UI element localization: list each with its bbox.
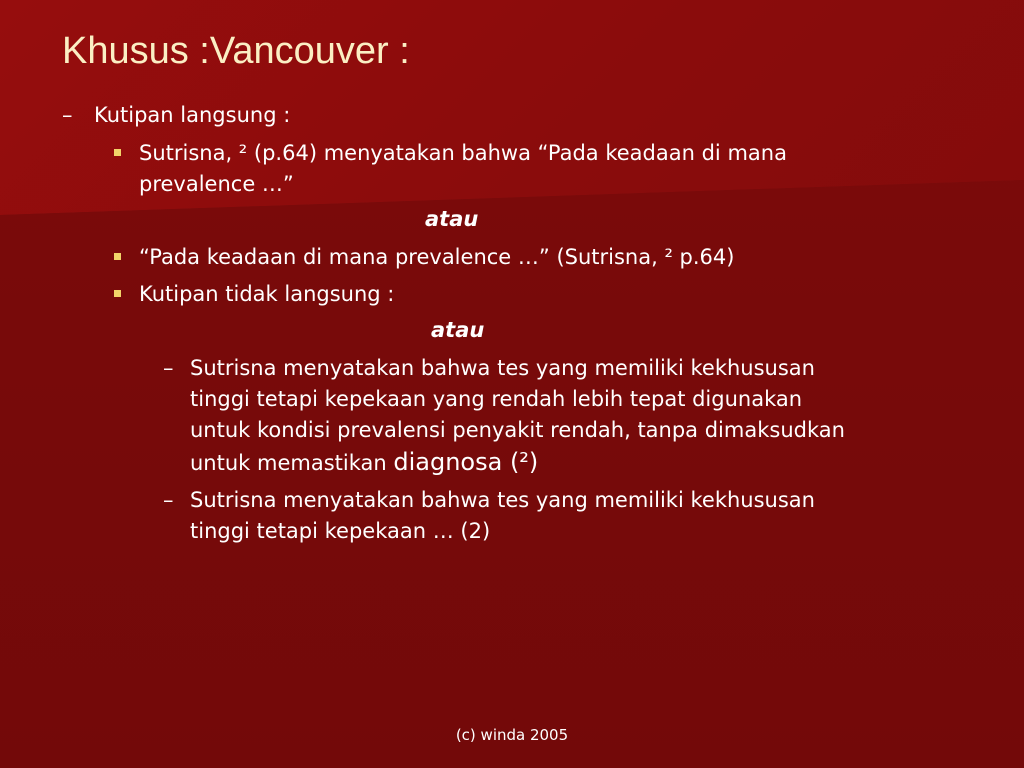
sub-bullet-2-line1: Sutrisna menyatakan bahwa tes yang memiliki kekhususan [190, 488, 815, 512]
bullet-square-icon [114, 290, 121, 297]
bullet-sutrisna-line1: Sutrisna, ² (p.64) menyatakan bahwa “Pada keadaan di mana [139, 141, 787, 165]
dash-marker: – [163, 488, 174, 512]
slide-title: Khusus :Vancouver : [62, 30, 410, 72]
atau-label: atau [431, 318, 485, 342]
slide-footer: (c) winda 2005 [455, 726, 569, 744]
dash-marker: – [62, 103, 73, 127]
sub-bullet-2-line2: tinggi tetapi kepekaan … (2) [190, 519, 491, 543]
bullet-kutipan-tidak-langsung: Kutipan tidak langsung : [139, 282, 395, 306]
bullet-kutipan-langsung: Kutipan langsung : [94, 103, 291, 127]
dash-marker: – [163, 356, 174, 380]
sub-bullet-1-line3: untuk kondisi prevalensi penyakit rendah, tanpa dimaksudkan [190, 418, 845, 442]
bullet-square-icon [114, 253, 121, 260]
sub-bullet-1-line4 [190, 447, 538, 479]
bullet-square-icon [114, 149, 121, 156]
bullet-sutrisna-line2: prevalence …” [139, 172, 294, 196]
sub-bullet-1-line1: Sutrisna menyatakan bahwa tes yang memiliki kekhususan [190, 356, 815, 380]
sub-bullet-1-line2: tinggi tetapi kepekaan yang rendah lebih tepat digunakan [190, 387, 803, 411]
atau-label: atau [425, 207, 479, 231]
sub-bullet-1-diagnosa: diagnosa (²) [393, 448, 539, 476]
sub-bullet-1-line4-text: untuk memastikan [190, 451, 394, 475]
bullet-pada-keadaan: “Pada keadaan di mana prevalence …” (Sutrisna, ² p.64) [139, 245, 735, 269]
